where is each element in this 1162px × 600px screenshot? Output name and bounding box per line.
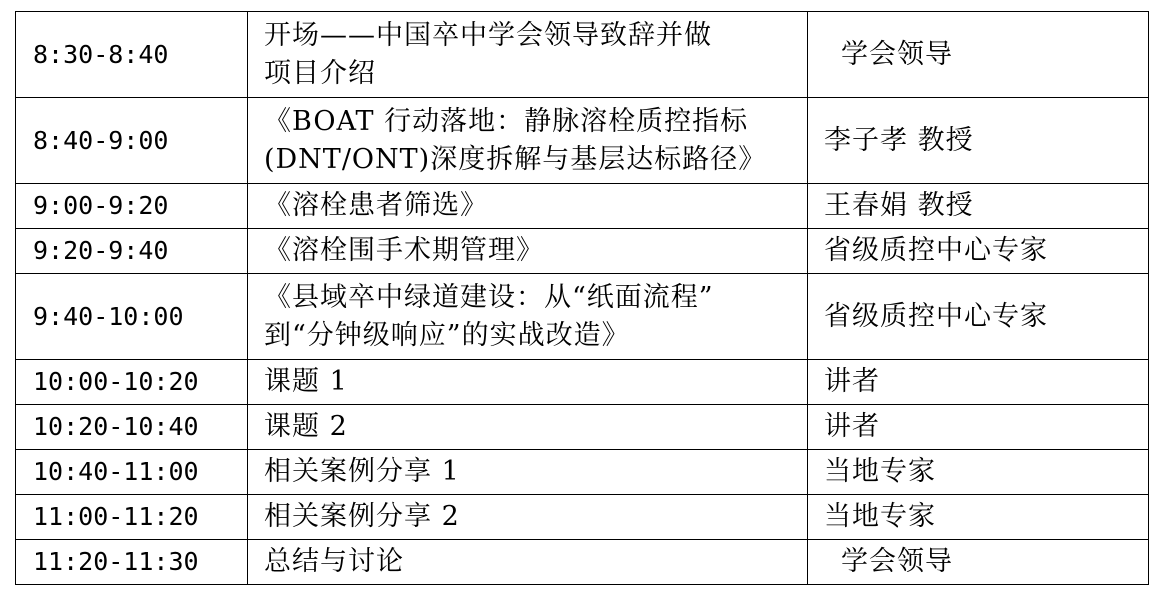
agenda-row (16, 184, 1149, 229)
topic-line: (DNT/ONT)深度拆解与基层达标路径》 (264, 143, 767, 175)
topic-line: 相关案例分享 2 (264, 501, 460, 532)
speaker-cell: 当地专家 (808, 495, 1149, 540)
agenda-table-body (16, 12, 1149, 585)
topic-cell (248, 98, 808, 184)
topic-line: 《县域卒中绿道建设：从“纸面流程” (264, 281, 714, 313)
topic-line: 项目介绍 (264, 57, 376, 89)
agenda-row (16, 229, 1149, 274)
topic-line: 总结与讨论 (264, 546, 404, 577)
agenda-row (16, 450, 1149, 495)
topic-line: 《BOAT 行动落地：静脉溶栓质控指标 (264, 105, 749, 137)
time-cell: 10:40-11:00 (16, 450, 248, 495)
speaker-cell: 李子孝 教授 (808, 98, 1149, 184)
topic-cell (248, 184, 808, 229)
agenda-row (16, 495, 1149, 540)
speaker-cell: 省级质控中心专家 (808, 229, 1149, 274)
topic-cell (248, 540, 808, 585)
time-cell: 8:40-9:00 (16, 98, 248, 184)
speaker-cell: 当地专家 (808, 450, 1149, 495)
topic-cell (248, 274, 808, 360)
topic-cell (248, 450, 808, 495)
agenda-row (16, 405, 1149, 450)
speaker-cell: 省级质控中心专家 (808, 274, 1149, 360)
speaker-cell: 学会领导 (808, 12, 1149, 98)
topic-line: 《溶栓患者筛选》 (264, 190, 488, 221)
agenda-row (16, 540, 1149, 585)
topic-line: 课题 1 (264, 366, 348, 397)
agenda-table (15, 11, 1149, 585)
time-cell: 9:40-10:00 (16, 274, 248, 360)
agenda-row (16, 274, 1149, 360)
time-cell: 11:00-11:20 (16, 495, 248, 540)
time-cell: 9:00-9:20 (16, 184, 248, 229)
time-cell: 8:30-8:40 (16, 12, 248, 98)
agenda-row (16, 360, 1149, 405)
topic-cell (248, 495, 808, 540)
topic-line: 《溶栓围手术期管理》 (264, 235, 544, 266)
topic-cell (248, 405, 808, 450)
time-cell: 10:20-10:40 (16, 405, 248, 450)
topic-line: 相关案例分享 1 (264, 456, 460, 487)
speaker-cell: 王春娟 教授 (808, 184, 1149, 229)
speaker-cell: 讲者 (808, 405, 1149, 450)
time-cell: 10:00-10:20 (16, 360, 248, 405)
speaker-cell: 学会领导 (808, 540, 1149, 585)
topic-line: 到“分钟级响应”的实战改造》 (264, 319, 630, 351)
topic-line: 开场——中国卒中学会领导致辞并做 (264, 19, 712, 51)
time-cell: 9:20-9:40 (16, 229, 248, 274)
agenda-row (16, 98, 1149, 184)
topic-cell (248, 12, 808, 98)
speaker-cell: 讲者 (808, 360, 1149, 405)
topic-line: 课题 2 (264, 411, 348, 442)
topic-cell (248, 360, 808, 405)
topic-cell (248, 229, 808, 274)
agenda-row (16, 12, 1149, 98)
time-cell: 11:20-11:30 (16, 540, 248, 585)
